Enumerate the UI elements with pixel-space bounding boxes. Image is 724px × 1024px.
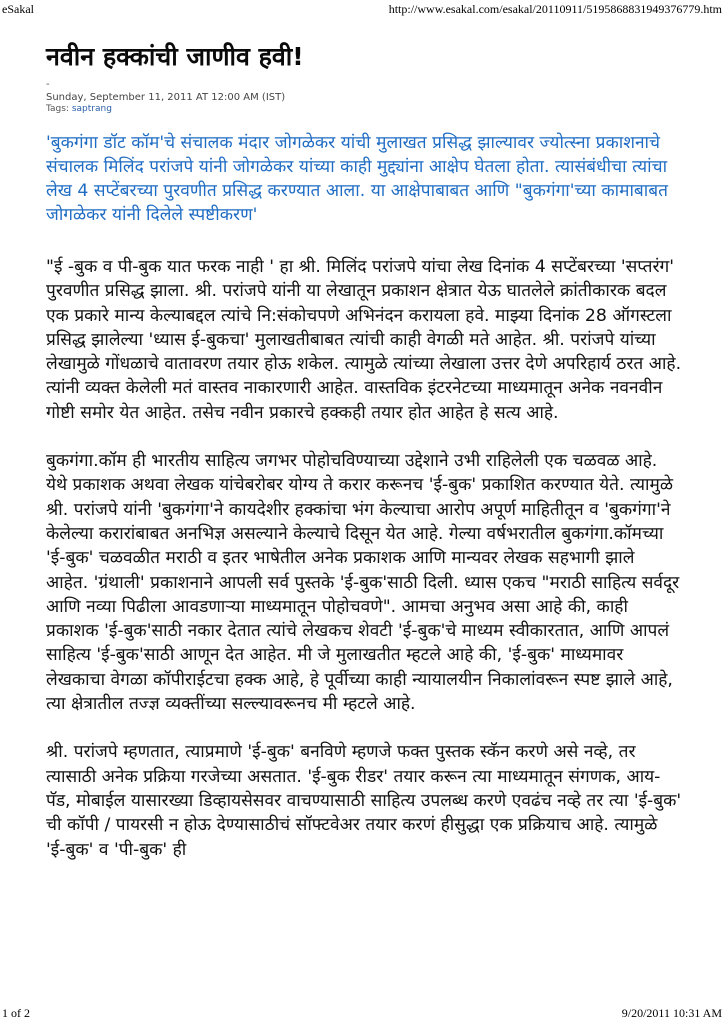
print-footer [0, 1006, 724, 1022]
title-separator: - [46, 79, 50, 90]
article-date: Sunday, September 11, 2011 AT 12:00 AM (IST) [46, 92, 286, 103]
article-title: नवीन हक्कांची जाणीव हवी! [46, 42, 304, 71]
article-paragraph: बुकगंगा.कॉम ही भारतीय साहित्य जगभर पोहोचविण्याच्या उद्देशाने उभी राहिलेली एक चळवळ आहे. येथे प्रकाशक अथवा लेखक यांचेबरोबर योग्य ते करार करूनच 'ई-बुक' प्रकाशित करण्यात येते. त्यामुळे श्री. परांजपे यांनी 'बुकगंगा'ने कायदेशीर हक्कांचा भंग केल्याचा आरोप अपूर्ण माहितीतून व 'बुकगंगा'ने केलेल्या करारांबाबत अनभिज्ञ असल्याने केल्याचे दिसून येत आहे. गेल्या वर्षभरातील बुकगंगा.कॉमच्या 'ई-बुक' चळवळीत मराठी व इतर भाषेतील अनेक प्रकाशक आणि मान्यवर लेखक सहभागी झाले आहेत. 'ग्रंथाली' प्रकाशनाने आपली सर्व पुस्तके 'ई-बुक'साठी दिली. ध्यास एकच "मराठी साहित्य सर्वदूर आणि नव्या पिढीला आवडणाऱ्या माध्यमातून पोहोचवणे". आमचा अनुभव असा आहे की, काही प्रकाशक 'ई-बुक'साठी नकार देतात त्यांचे लेखकच शेवटी 'ई-बुक'चे माध्यम स्वीकारतात, आणि आपलं साहित्य 'ई-बुक'साठी आणून देत आहेत. मी जे मुलाखतीत म्हटले आहे की, 'ई-बुक' माध्यमावर लेखकाचा वेगळा कॉपीराईटचा हक्क आहे, हे पूर्वीच्या काही न्यायालयीन निकालांवरून स्पष्ट झाले आहे, त्या क्षेत्रातील तज्ज्ञ व्यक्तींच्या सल्ल्यावरूनच मी म्हटले आहे. [46, 451, 680, 715]
print-footer-page: 1 of 2 [2, 1006, 30, 1020]
article [46, 40, 682, 862]
print-header-url: http://www.esakal.com/esakal/20110911/5195868831949376779.htm [388, 2, 722, 16]
article-paragraph: श्री. परांजपे म्हणतात, त्याप्रमाणे 'ई-बुक' बनविणे म्हणजे फक्त पुस्तक स्कॅन करणे असे नव्हे, तर त्यासाठी अनेक प्रक्रिया गरजेच्या असतात. 'ई-बुक रीडर' तयार करून त्या माध्यमातून संगणक, आय-पॅड, मोबाईल यासारख्या डिव्हायसेसवर वाचण्यासाठी साहित्य उपलब्ध करणे एवढंच नव्हे तर त्या 'ई-बुक' ची कॉपी / पायरसी न होऊ देण्यासाठीचं सॉफ्टवेअर तयार करणं हीसुद्धा एक प्रक्रियाच आहे. त्यामुळे 'ई-बुक' व 'पी-बुक' ही [46, 742, 682, 860]
print-header-site: eSakal [2, 2, 34, 16]
print-header [0, 2, 724, 18]
article-tags [46, 104, 682, 115]
tag-link[interactable]: saptrang [71, 104, 112, 114]
article-lead: 'बुकगंगा डॉट कॉम'चे संचालक मंदार जोगळेकर यांची मुलाखत प्रसिद्ध झाल्यावर ज्योत्स्ना प्रकाशनाचे संचालक मिलिंद परांजपे यांनी जोगळेकर यांच्या काही मुद्द्यांना आक्षेप घेतला होता. त्यासंबंधीचा त्यांचा लेख 4 सप्टेंबरच्या पुरवणीत प्रसिद्ध करण्यात आला. या आक्षेपाबाबत आणि "बुकगंगा'च्या कामाबाबत जोगळेकर यांनी दिलेले स्पष्टीकरण' [46, 133, 668, 225]
article-paragraph: "ई -बुक व पी-बुक यात फरक नाही ' हा श्री. मिलिंद परांजपे यांचा लेख दिनांक 4 सप्टेंबरच्या 'सप्तरंग' पुरवणीत प्रसिद्ध झाला. श्री. परांजपे यांनी या लेखातून प्रकाशन क्षेत्रात येऊ घातलेले क्रांतीकारक बदल एक प्रकारे मान्य केल्याबद्दल त्यांचे नि:संकोचपणे अभिनंदन करायला हवे. माझ्या दिनांक 28 ऑगस्टला प्रसिद्ध झालेल्या 'ध्यास ई-बुकचा' मुलाखतीबाबत त्यांची काही वेगळी मते आहेत. श्री. परांजपे यांच्या लेखामुळे गोंधळाचे वातावरण तयार होऊ शकेल. त्यामुळे त्यांच्या लेखाला उत्तर देणे अपरिहार्य ठरत आहे. त्यांनी व्यक्त केलेली मतं वास्तव नाकारणारी आहेत. वास्तविक इंटरनेटच्या माध्यमातून अनेक नवनवीन गोष्टी समोर येत आहेत. तसेच नवीन प्रकारचे हक्कही तयार होत आहेत हे सत्य आहे. [46, 257, 682, 423]
print-footer-timestamp: 9/20/2011 10:31 AM [621, 1006, 722, 1020]
tags-label: Tags: [46, 104, 69, 114]
